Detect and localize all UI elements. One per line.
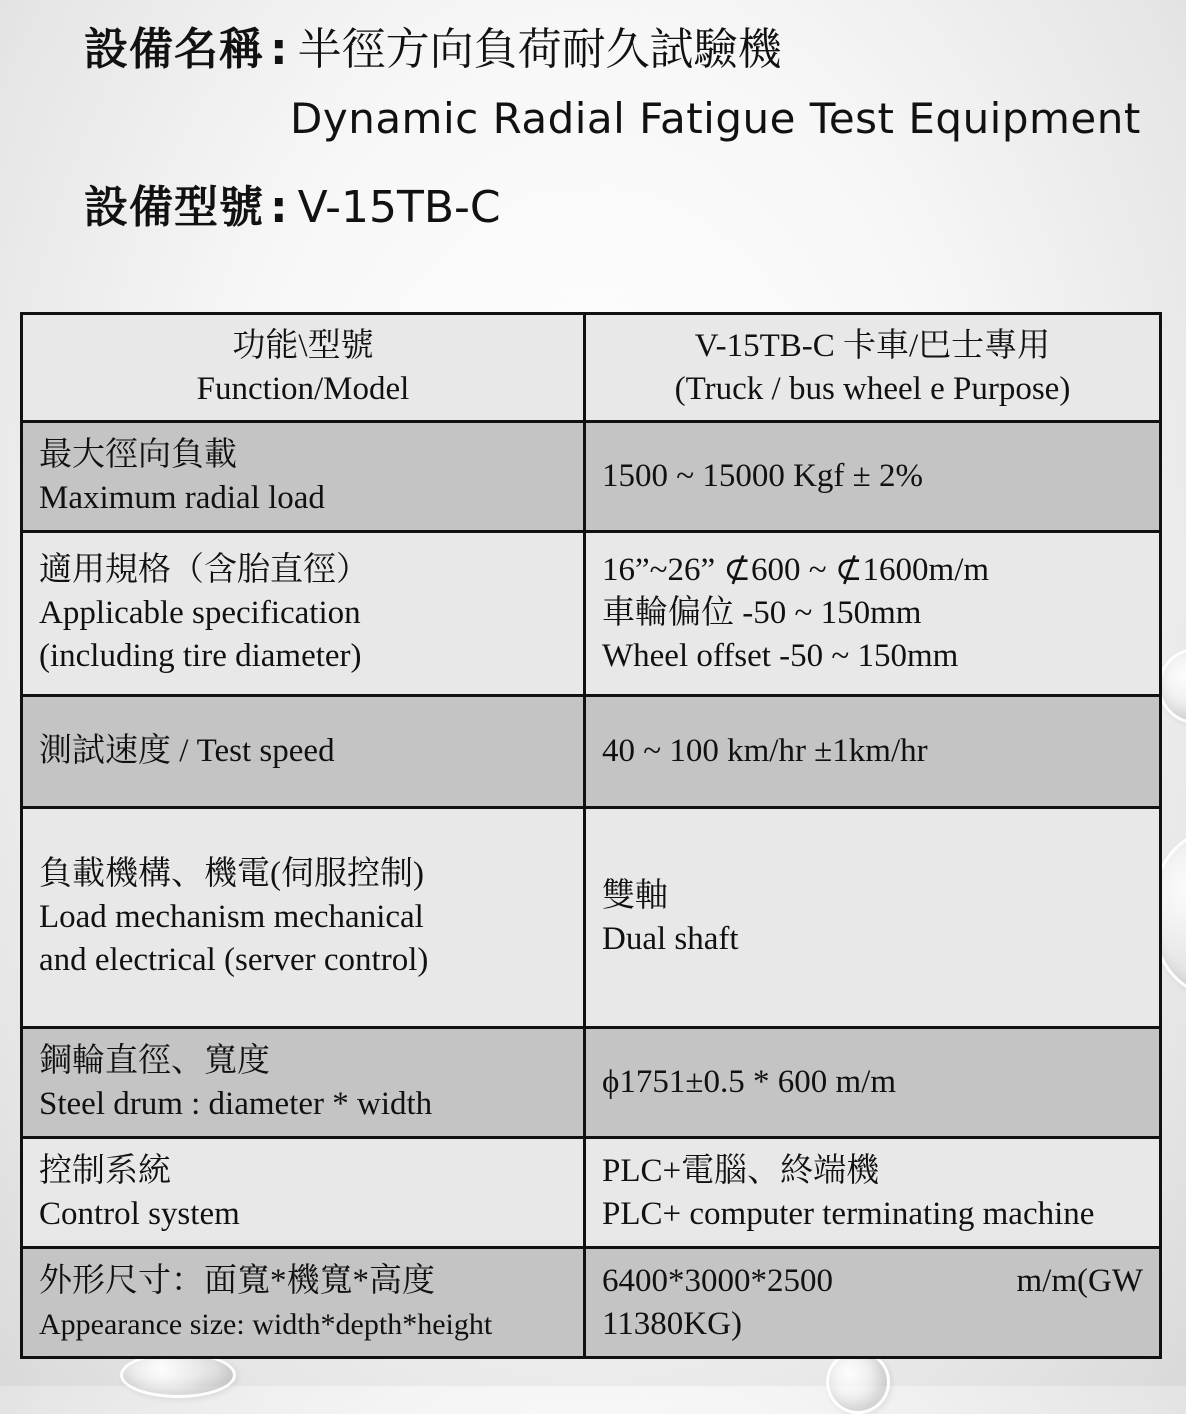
table-row [22,696,1161,808]
equipment-model-value: V-15TB-C [297,182,501,233]
table-header-row [22,314,1161,422]
row-label-en: Maximum radial load [39,479,325,516]
row-label-cell [22,422,585,532]
row-value: 雙軸 [602,877,668,914]
decorative-bubble [826,1350,890,1414]
row-label-zh: 外形尺寸：面寬*機寬*高度 [39,1262,435,1299]
row-value-line [602,1260,1143,1303]
row-label-cell [22,1138,585,1248]
row-value: Dual shaft [602,920,739,957]
row-value: 16”~26” ⊄600 ~ ⊄1600m/m [602,552,990,588]
equipment-model-label: 設備型號 [84,182,264,233]
table-row [22,808,1161,1028]
row-label-cell [22,1028,585,1138]
name-colon: : [270,24,288,75]
row-value-cell [585,808,1161,1028]
decorative-bubble [1158,648,1186,724]
equipment-name-label: 設備名稱 [84,24,264,75]
row-label-zh: 適用規格（含胎直徑） [39,552,369,588]
equipment-model-row [84,182,501,233]
equipment-name-row [84,24,782,75]
row-label-cell [22,808,585,1028]
header-model-cell [585,314,1161,422]
row-value-cell [585,696,1161,808]
row-value-cell [585,1028,1161,1138]
equipment-name-zh: 半徑方向負荷耐久試驗機 [297,24,782,75]
header-function-zh: 功能\型號 [232,327,374,364]
row-value: 40 ~ 100 km/hr ±1km/hr [602,733,928,769]
header-model-en: (Truck / bus wheel e Purpose) [674,370,1071,407]
row-label-zh: 控制系統 [39,1152,171,1189]
row-label-zh: 最大徑向負載 [39,436,237,473]
table-row [22,1138,1161,1248]
row-value: PLC+電腦、終端機 [602,1152,880,1189]
row-value: ϕ1751±0.5 * 600 m/m [602,1064,896,1100]
row-label-zh: 鋼輪直徑、寬度 [39,1042,270,1079]
row-value: PLC+ computer terminating machine [602,1195,1095,1232]
row-label-en: (including tire diameter) [39,638,362,674]
row-value: 6400*3000*2500 [602,1262,833,1299]
row-value: 11380KG) [602,1305,742,1342]
row-label-zh: 負載機構、機電(伺服控制) [39,856,424,892]
row-label-en: Load mechanism mechanical [39,899,424,935]
header-function-cell [22,314,585,422]
row-value: 車輪偏位 -50 ~ 150mm [602,595,922,631]
header-function-en: Function/Model [196,370,410,407]
row-label-cell [22,532,585,696]
row-label-en: Appearance size: width*depth*height [39,1307,493,1341]
row-label-en: Applicable specification [39,595,361,631]
row-value: Wheel offset -50 ~ 150mm [602,638,959,674]
row-value-cell [585,532,1161,696]
row-label-en: Steel drum : diameter * width [39,1085,433,1122]
row-label-cell [22,1248,585,1358]
row-value: 1500 ~ 15000 Kgf ± 2% [602,458,924,494]
table-row [22,532,1161,696]
row-value-cell [585,1138,1161,1248]
row-label-cell [22,696,585,808]
table-row [22,1028,1161,1138]
table-row [22,1248,1161,1358]
row-label-en: and electrical (server control) [39,942,429,978]
model-colon: : [270,182,288,233]
row-value-cell [585,1248,1161,1358]
header-model-zh: V-15TB-C 卡車/巴士專用 [694,327,1051,364]
row-label-en: Control system [39,1195,240,1232]
equipment-name-en: Dynamic Radial Fatigue Test Equipment [290,94,1141,143]
spec-table [20,312,1162,1359]
table-row [22,422,1161,532]
row-label: 測試速度 / Test speed [39,733,335,769]
row-value: m/m(GW [1016,1262,1143,1299]
row-value-cell [585,422,1161,532]
